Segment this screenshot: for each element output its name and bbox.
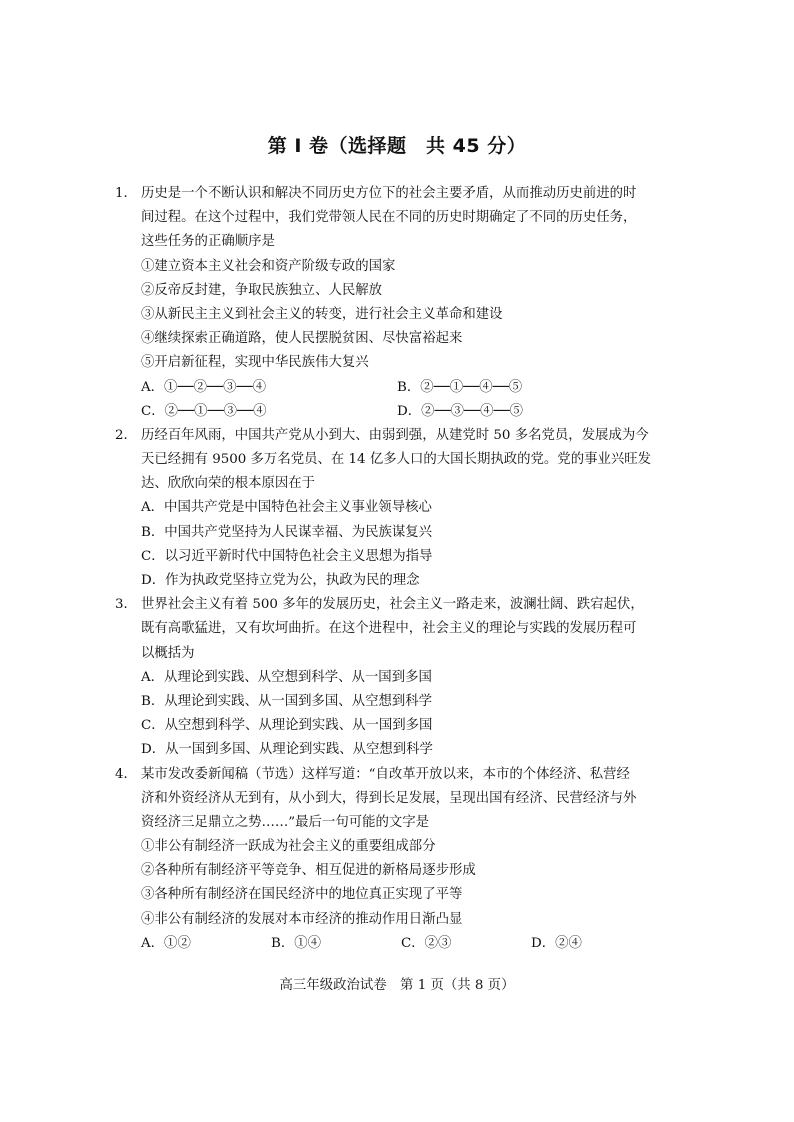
question-number: 4．: [115, 766, 137, 782]
question-4: [115, 763, 661, 957]
question-3: [115, 593, 661, 762]
option-b: B．从理论到实践、从一国到多国、从空想到科学: [141, 693, 433, 709]
question-list: [115, 182, 661, 956]
page-footer: 高三年级政治试卷 第 1 页（共 8 页）: [279, 978, 515, 993]
question-stem-line: 天已经拥有 9500 多万名党员、在 14 亿多人口的大国长期执政的党。党的事业兴旺发: [141, 452, 652, 468]
question-stem-line: 济和外资经济从无到有，从小到大，得到长足发展，呈现出国有经济、民营经济与外: [141, 790, 637, 806]
page-title: 第 I 卷（选择题 共 45 分）: [267, 135, 527, 157]
option-b: B．中国共产党坚持为人民谋幸福、为民族谋复兴: [141, 524, 433, 540]
question-stem-line: [115, 593, 661, 617]
question-number: 1．: [115, 186, 137, 201]
statement-item: ④继续探索正确道路，使人民摆脱贫困、尽快富裕起来: [141, 331, 463, 347]
question-stem-text: 某市发改委新闻稿（节选）这样写道：“自改革开放以来，本市的个体经济、私营经: [141, 766, 630, 782]
question-stem-line: [115, 182, 661, 206]
question-stem-line: 资经济三足鼎立之势……”最后一句可能的文字是: [141, 814, 430, 830]
option-b: B．①④: [271, 935, 322, 951]
option-a: A．①②: [141, 935, 191, 951]
statement-item: ③各种所有制经济在国民经济中的地位真正实现了平等: [141, 887, 463, 903]
option-a: A．中国共产党是中国特色社会主义事业领导核心: [141, 500, 432, 516]
question-stem-text: 世界社会主义有着 500 多年的发展历史，社会主义一路走来，波澜壮阔、跌宕起伏，: [141, 597, 644, 613]
question-stem-line: [115, 763, 661, 787]
question-stem-line: 达、欣欣向荣的根本原因在于: [141, 476, 316, 492]
question-stem-text: 历史是一个不断认识和解决不同历史方位下的社会主要矛盾，从而推动历史前进的时: [141, 186, 637, 201]
question-stem-line: 以概括为: [141, 645, 195, 661]
question-stem-line: 既有高歌猛进，又有坎坷曲折。在这个进程中，社会主义的理论与实践的发展历程可: [141, 621, 637, 637]
option-b: B．②──①──④──⑤: [397, 379, 523, 395]
option-a: A．从理论到实践、从空想到科学、从一国到多国: [141, 669, 432, 685]
option-c: C．以习近平新时代中国特色社会主义思想为指导: [141, 548, 433, 564]
question-stem-line: 间过程。在这个过程中，我们党带领人民在不同的历史时期确定了不同的历史任务，: [141, 210, 637, 226]
answer-options: [141, 932, 661, 956]
statement-item: ①建立资本主义社会和资产阶级专政的国家: [141, 258, 396, 274]
statement-item: ⑤开启新征程，实现中华民族伟大复兴: [141, 355, 369, 371]
question-stem-text: 历经百年风雨，中国共产党从小到大、由弱到强，从建党时 50 多名党员，发展成为今: [141, 427, 649, 443]
option-a: A．①──②──③──④: [141, 379, 266, 395]
statement-item: ①非公有制经济一跃成为社会主义的重要组成部分: [141, 839, 436, 855]
question-number: 3．: [115, 597, 137, 613]
option-d: D．作为执政党坚持立党为公，执政为民的理念: [141, 573, 420, 588]
statement-item: ③从新民主主义到社会主义的转变，进行社会主义革命和建设: [141, 306, 503, 322]
option-c: C．②③: [401, 935, 452, 951]
answer-options: [141, 376, 661, 424]
statement-item: ④非公有制经济的发展对本市经济的推动作用日渐凸显: [141, 911, 463, 927]
option-c: C．②──①──③──④: [141, 403, 267, 419]
question-stem-line: 这些任务的正确顺序是: [141, 234, 275, 250]
option-c: C．从空想到科学、从理论到实践、从一国到多国: [141, 718, 433, 734]
question-2: [115, 424, 661, 593]
question-number: 2．: [115, 427, 137, 443]
question-stem-line: [115, 424, 661, 448]
option-d: D．从一国到多国、从理论到实践、从空想到科学: [141, 742, 433, 758]
option-d: D．②④: [531, 935, 582, 951]
option-d: D．②──③──④──⑤: [397, 403, 524, 419]
statement-item: ②各种所有制经济平等竞争、相互促进的新格局逐步形成: [141, 863, 476, 879]
question-1: [115, 182, 661, 424]
statement-item: ②反帝反封建，争取民族独立、人民解放: [141, 282, 383, 298]
